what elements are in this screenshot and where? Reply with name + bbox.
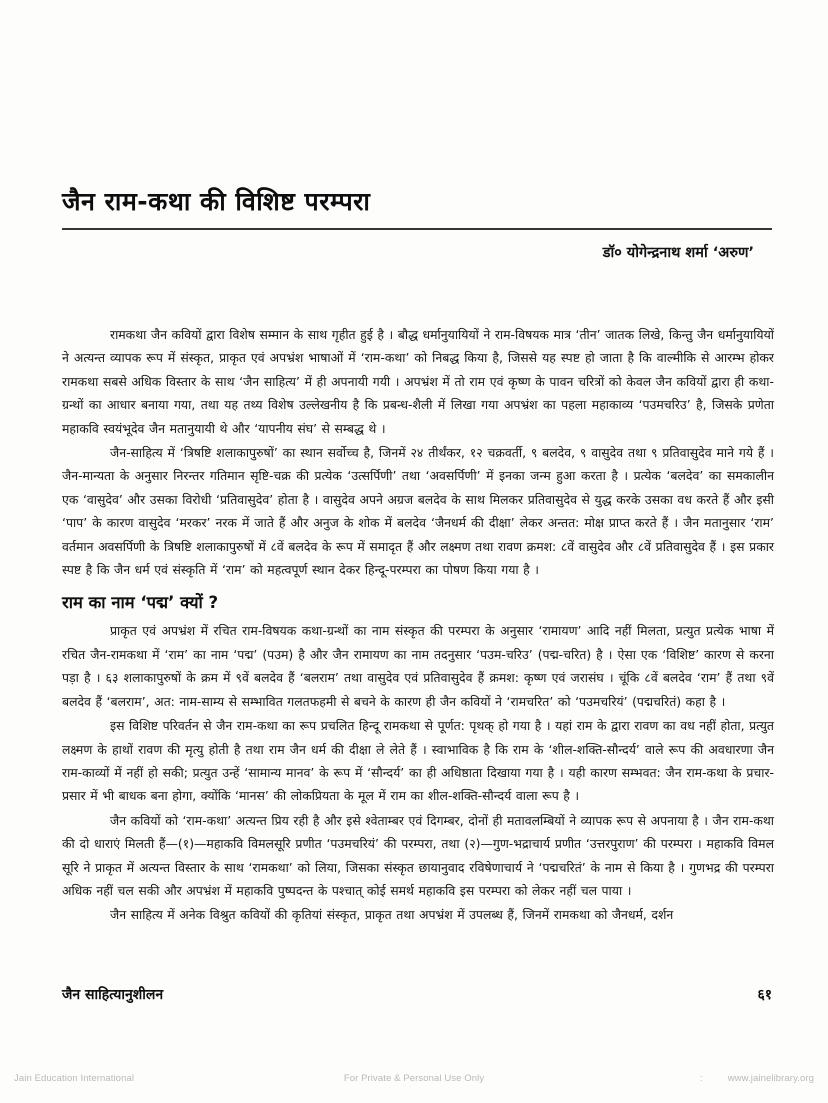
author-byline: डॉ० योगेन्द्रनाथ शर्मा ‘अरुण’ <box>602 245 754 262</box>
watermark-separator: : <box>700 1072 703 1084</box>
section-heading: राम का नाम ‘पद्म’ क्यों ? <box>62 593 219 613</box>
title-block <box>62 186 772 262</box>
watermark-website[interactable]: www.jainelibrary.org <box>727 1072 814 1084</box>
article-body <box>62 323 774 927</box>
page-title: जैन राम-कथा की विशिष्ट परम्परा <box>62 187 371 216</box>
title-divider <box>62 228 772 230</box>
watermark-organization: Jain Education International <box>14 1072 135 1084</box>
paragraph: इस विशिष्ट परिवर्तन से जैन राम-कथा का रूप प्रचलित हिन्दू रामकथा से पूर्णत: पृथक् हो गया है । यहां राम के द्वारा रावण का वध नहीं होता, प्रत्युत लक्ष्मण के हाथों रावण की मृत्यु होती है तथा राम जैन धर्म की दीक्षा ले लेते हैं । स्वाभाविक है कि राम के ‘शील-शक्ति-सौन्दर्य’ वाले रूप की अवधारणा जैन राम-काव्यों में नहीं हो सकी; प्रत्युत उन्हें ‘सामान्य मानव’ के रूप में ‘सौन्दर्य’ का ही अधिष्ठाता दिखाया गया है । यही कारण सम्भवत: जैन राम-कथा के प्रचार-प्रसार में भी बाधक बना होगा, क्योंकि ‘मानस’ की लोकप्रियता के मूल में राम का शील-शक्ति-सौन्दर्य वाला रूप है । <box>62 718 774 804</box>
paragraph: जैन कवियों को ‘राम-कथा’ अत्यन्त प्रिय रही है और इसे श्वेताम्बर एवं दिगम्बर, दोनों ही मतावलम्बियों ने व्यापक रूप से अपनाया है । जैन राम-कथा की दो धाराएं मिलती हैं—(१)—महाकवि विमलसूरि प्रणीत ‘पउमचरियं’ की परम्परा, तथा (२)—गुण-भद्राचार्य प्रणीत ‘उत्तरपुराण’ की परम्परा । महाकवि विमल सूरि ने प्राकृत में अत्यन्त विस्तार के साथ ‘रामकथा’ को लिया, जिसका संस्कृत छायानुवाद रविषेणाचार्य ने ‘पद्मचरितं’ के नाम से किया है । गुणभद्र की परम्परा अधिक नहीं चल सकी और अपभ्रंश में महाकवि पुष्पदन्त के पश्चात् कोई समर्थ महाकवि इस परम्परा को लेकर नहीं चल पाया । <box>62 812 774 898</box>
paragraph: जैन-साहित्य में ‘त्रिषष्टि शलाकापुरुषों’ का स्थान सर्वोच्च है, जिनमें २४ तीर्थंकर, १२ चक्रवर्ती, ९ बलदेव, ९ वासुदेव तथा ९ प्रतिवासुदेव माने गये हैं । जैन-मान्यता के अनुसार निरन्तर गतिमान सृष्टि-चक्र की प्रत्येक ‘उत्सर्पिणी’ तथा ‘अवसर्पिणी’ में इनका जन्म हुआ करता है । प्रत्येक ‘बलदेव’ का समकालीन एक ‘वासुदेव’ और उसका विरोधी ‘प्रतिवासुदेव’ होता है । वासुदेव अपने अग्रज बलदेव के साथ मिलकर प्रतिवासुदेव से युद्ध करके उसका वध करते हैं और इसी ‘पाप’ के कारण वासुदेव ‘मरकर’ नरक में जाते हैं और अनुज के शोक में बलदेव ‘जैनधर्म की दीक्षा’ लेकर अन्तत: मोक्ष प्राप्त करते हैं । जैन मतानुसार ‘राम’ वर्तमान अवसर्पिणी के त्रिषष्टि शलाकापुरुषों में ८वें बलदेव के रूप में समादृत हैं और लक्ष्मण तथा रावण क्रमश: ८वें वासुदेव और ८वें प्रतिवासुदेव हैं । इस प्रकार स्पष्ट है कि जैन धर्म एवं संस्कृति में ‘राम’ को महत्वपूर्ण स्थान देकर हिन्दू-परम्परा का पोषण किया गया है । <box>62 445 774 578</box>
footer-page-number: ६१ <box>757 987 772 1003</box>
paragraph: प्राकृत एवं अपभ्रंश में रचित राम-विषयक कथा-ग्रन्थों का नाम संस्कृत की परम्परा के अनुसार ‘रामायण’ आदि नहीं मिलता, प्रत्युत प्रत्येक भाषा में रचित जैन-रामकथा में ‘राम’ का नाम ‘पद्म’ (पउम) है और जैन रामायण का नाम तदनुसार ‘पउम-चरिउ’ (पद्म-चरित) है । ऐसा एक ‘विशिष्ट’ कारण से करना पड़ा है । ६३ शलाकापुरुषों के क्रम में ९वें बलदेव हैं ‘बलराम’ तथा वासुदेव एवं प्रतिवासुदेव हैं क्रमश: कृष्ण एवं जरासंघ । चूंकि ८वें बलदेव ‘राम’ हैं तथा ९वें बलदेव हैं ‘बलराम’, अत: नाम-साम्य से सम्भावित गलतफहमी से बचने के कारण ही जैन कवियों ने ‘रामचरित’ को ‘पउमचरियं’ (पद्मचरितं) कहा है । <box>62 623 774 709</box>
page-footer <box>62 985 772 1004</box>
scan-watermark <box>0 1066 828 1090</box>
page-content <box>62 0 772 1103</box>
paragraph: जैन साहित्य में अनेक विश्रुत कवियों की कृतियां संस्कृत, प्राकृत तथा अपभ्रंश में उपलब्ध हैं, जिनमें रामकथा को जैनधर्म, दर्शन <box>110 907 674 923</box>
watermark-usage-notice: For Private & Personal Use Only <box>343 1072 485 1084</box>
footer-running-title: जैन साहित्यानुशीलन <box>62 987 164 1003</box>
paragraph: रामकथा जैन कवियों द्वारा विशेष सम्मान के साथ गृहीत हुई है । बौद्ध धर्मानुयायियों ने राम-विषयक मात्र ‘तीन’ जातक लिखे, किन्तु जैन धर्मानुयायियों ने अत्यन्त व्यापक रूप में संस्कृत, प्राकृत एवं अपभ्रंश भाषाओं में ‘राम-कथा’ को निबद्ध किया है, जिससे यह स्पष्ट हो जाता है कि वाल्मीकि से आरम्भ होकर रामकथा सबसे अधिक विस्तार के साथ ‘जैन साहित्य’ में ही अपनायी गयी । अपभ्रंश में तो राम एवं कृष्ण के पावन चरित्रों को केवल जैन कवियों द्वारा ही कथा-ग्रन्थों का आधार बनाया गया, तथा यह तथ्य विशेष उल्लेखनीय है कि प्रबन्ध-शैली में लिखा गया अपभ्रंश का पहला महाकाव्य ‘पउमचरिउ’ है, जिसके प्रणेता महाकवि स्वयंभूदेव जैन मतानुयायी थे और ‘यापनीय संघ’ से सम्बद्ध थे । <box>62 327 774 436</box>
